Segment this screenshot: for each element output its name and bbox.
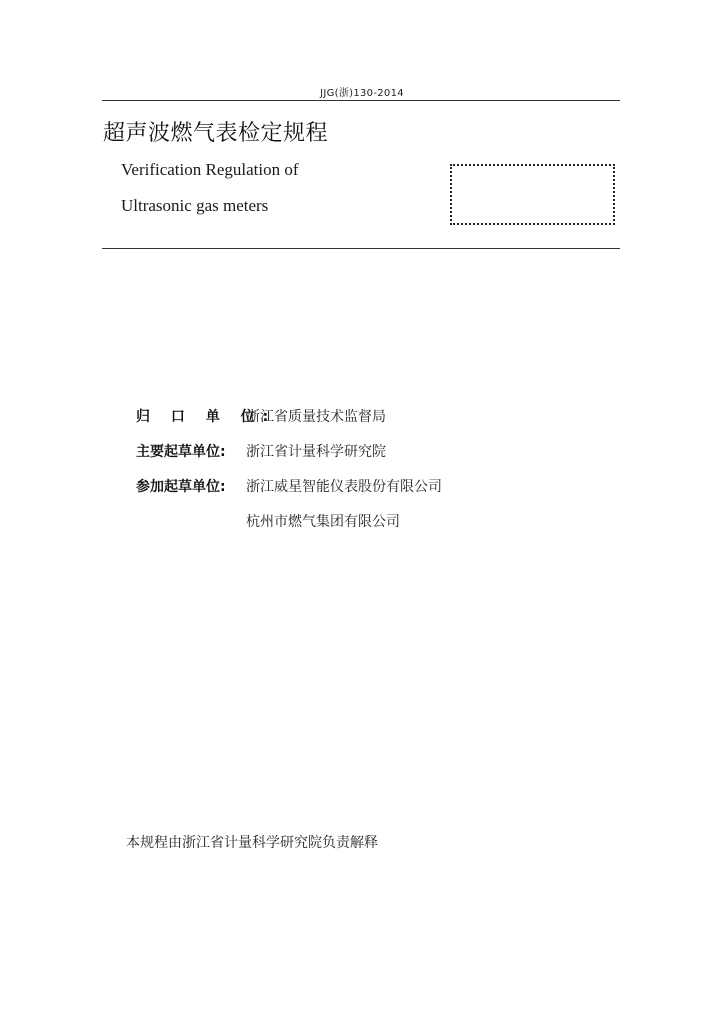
info-value: 浙江省计量科学研究院 [246,444,386,460]
title-english-line-1: Verification Regulation of [121,160,299,179]
interpretation-note: 本规程由浙江省计量科学研究院负责解释 [126,835,378,851]
stamp-placeholder-box [450,164,615,225]
document-code: JJG(浙)130-2014 [320,88,404,99]
title-divider [102,248,620,249]
info-value: 浙江省质量技术监督局 [246,409,386,425]
title-english-line-2: Ultrasonic gas meters [121,196,269,215]
info-label: 参加起草单位: [136,479,226,495]
title-chinese: 超声波燃气表检定规程 [103,121,329,146]
info-value: 杭州市燃气集团有限公司 [246,514,400,530]
info-label: 归 口 单 位: [136,409,277,425]
header-divider [102,100,620,101]
info-value: 浙江威星智能仪表股份有限公司 [246,479,442,495]
info-label: 主要起草单位: [136,444,226,460]
